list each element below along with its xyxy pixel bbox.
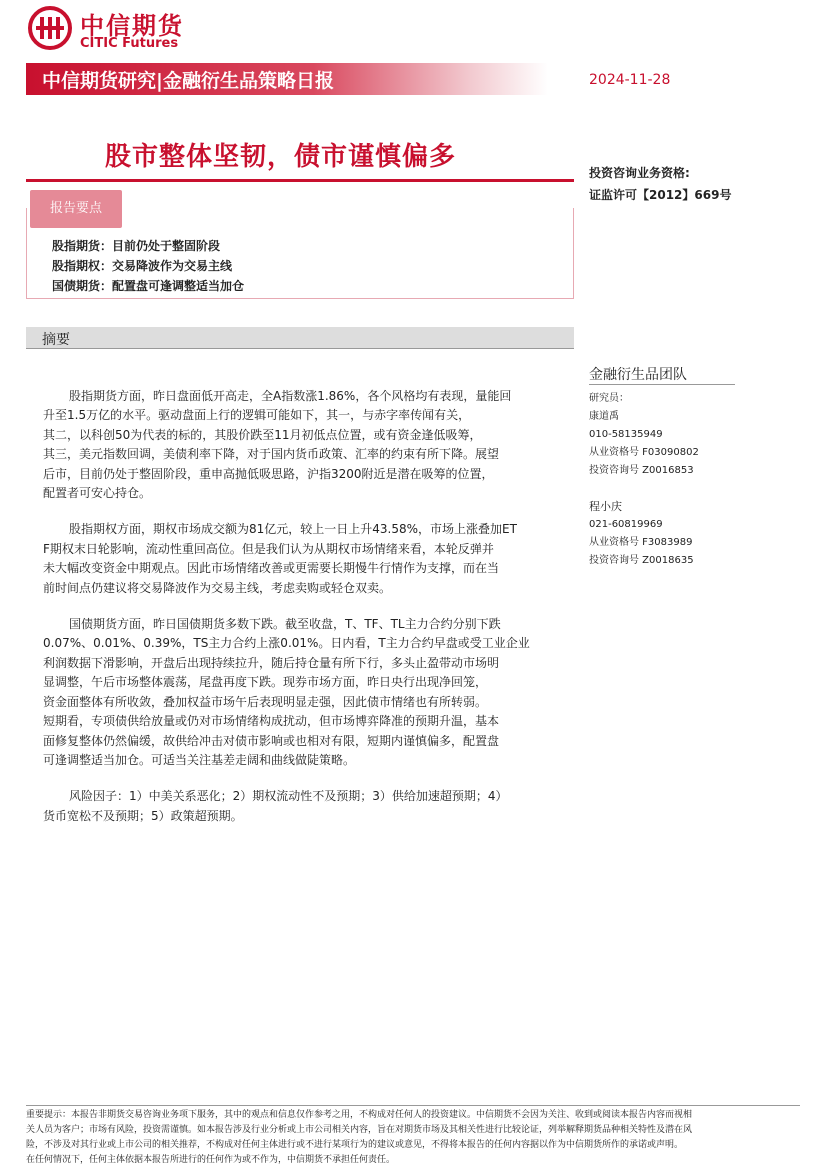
summary-label: 摘要	[42, 332, 70, 348]
paragraph-index-futures	[43, 387, 559, 503]
researchers-label: 研究员：	[589, 393, 629, 404]
text-line: 未大幅改变资金中期观点。因此市场情绪改善或更需要长期慢牛行情作为支撑，而在当	[43, 561, 500, 576]
key-point-item: 国债期货：配置盘可逢调整适当加仓	[52, 279, 245, 293]
qualification-line-1: 投资咨询业务资格:	[589, 166, 690, 180]
disclaimer-line: 重要提示：本报告非期货交易咨询业务项下服务，其中的观点和信息仅作参考之用，不构成对任何人的投资建议。中信期货不会因为关注、收到或阅读本报告内容而视相	[26, 1110, 693, 1120]
text-line: 升至1.5万亿的水平。驱动盘面上行的逻辑可能如下，其一，与赤字率传闻有关，	[43, 408, 471, 423]
researcher-consult: 投资咨询号 Z0018635	[589, 555, 694, 566]
text-line: F期权末日轮影响，流动性重回高位。但是我们认为从期权市场情绪来看，本轮反弹并	[43, 541, 494, 556]
disclaimer-line: 关人员为客户；市场有风险，投资需谨慎。如本报告涉及行业分析或上市公司相关内容，旨在对期货市场及其相关性进行比较论证，列举解释期货品种相关特性及潜在风	[26, 1125, 693, 1135]
text-line: 货币宽松不及预期；5）政策超预期。	[43, 808, 243, 823]
logo-name-cn: 中信期货	[80, 12, 184, 40]
key-point-item: 股指期权：交易降波作为交易主线	[52, 259, 233, 273]
page-title: 股市整体坚韧，债市谨慎偏多	[105, 142, 457, 172]
researcher-phone: 010-58135949	[589, 429, 663, 440]
text-line: 股指期权方面，期权市场成交额为81亿元，较上一日上升43.58%，市场上涨叠加ET	[69, 522, 517, 537]
citic-logo-icon	[28, 6, 72, 50]
researcher-name: 康道禹	[589, 411, 619, 422]
disclaimer	[26, 1108, 802, 1168]
banner-title: 中信期货研究|金融衍生品策略日报	[42, 70, 334, 92]
paragraph-index-options	[43, 520, 559, 598]
paragraph-treasury-futures	[43, 615, 559, 770]
summary-header-bar	[26, 327, 574, 349]
disclaimer-line: 险，不涉及对其行业或上市公司的相关推荐，不构成对任何主体进行或不进行某项行为的建议或意见，不得将本报告的任何内容据以作为中信期货所作的承诺或声明。	[26, 1140, 684, 1150]
researcher-name: 程小庆	[589, 500, 622, 513]
key-points-top-bar	[26, 179, 574, 182]
researcher-cert: 从业资格号 F03090802	[589, 447, 699, 458]
text-line: 前时间点仍建议将交易降波作为交易主线，考虑卖购或轻仓双卖。	[43, 580, 392, 595]
text-line: 其三，美元指数回调，美债利率下降，对于国内货币政策、汇率的约束有所下降。展望	[43, 447, 500, 462]
summary-divider	[26, 348, 574, 349]
spacer	[589, 480, 699, 498]
researcher-cert: 从业资格号 F3083989	[589, 537, 693, 548]
text-line: 短期看，专项债供给放量或仍对市场情绪构成扰动，但市场博弈降准的预期升温，基本	[43, 714, 500, 729]
qualification-line-2: 证监许可【2012】669号	[589, 188, 732, 202]
text-line: 风险因子：1）中美关系恶化；2）期权流动性不及预期；3）供给加速超预期；4）	[69, 789, 508, 804]
disclaimer-divider	[26, 1105, 800, 1106]
text-line: 0.07%、0.01%、0.39%，TS主力合约上涨0.01%。日内看，T主力合约早盘或受工业企业	[43, 636, 530, 651]
logo-name-en: CITIC Futures	[80, 36, 179, 51]
team-title: 金融衍生品团队	[589, 367, 687, 383]
text-line: 资金面整体有所收敛，叠加权益市场午后表现明显走强，因此债市情绪也有所转弱。	[43, 694, 488, 709]
text-line: 利润数据下滑影响，开盘后出现持续拉升，随后持仓量有所下行，多头止盈带动市场明	[43, 655, 500, 670]
key-points-list	[52, 236, 244, 296]
text-line: 国债期货方面，昨日国债期货多数下跌。截至收盘，T、TF、TL主力合约分别下跌	[69, 617, 501, 632]
key-points-tab: 报告要点	[30, 190, 122, 228]
paragraph-risk-factors	[43, 787, 559, 826]
disclaimer-line: 在任何情况下，任何主体依据本报告所进行的任何作为或不作为，中信期货不承担任何责任。	[26, 1155, 396, 1165]
team-divider	[589, 384, 735, 385]
text-line: 配置者可安心持仓。	[43, 486, 152, 501]
text-line: 可逢调整适当加仓。可适当关注基差走阔和曲线做陡策略。	[43, 752, 356, 767]
text-line: 后市，目前仍处于整固阶段，重申高抛低吸思路，沪指3200附近是潜在吸筹的位置，	[43, 466, 494, 481]
researcher-consult: 投资咨询号 Z0016853	[589, 465, 694, 476]
researcher-phone: 021-60819969	[589, 519, 663, 530]
summary-body	[43, 387, 559, 843]
qualification	[589, 162, 731, 206]
key-point-item: 股指期货：目前仍处于整固阶段	[52, 239, 221, 253]
researcher-list	[589, 390, 699, 570]
text-line: 显调整，午后市场整体震荡，尾盘再度下跌。现券市场方面，昨日央行出现净回笼，	[43, 675, 488, 690]
report-date: 2024-11-28	[589, 72, 671, 88]
text-line: 面修复整体仍然偏缓，故供给冲击对债市影响或也相对有限，短期内谨慎偏多，配置盘	[43, 733, 500, 748]
text-line: 其二，以科创50为代表的标的，其股价跌至11月初低点位置，或有资金逢低吸筹，	[43, 427, 482, 442]
text-line: 股指期货方面，昨日盘面低开高走，全A指数涨1.86%，各个风格均有表现，量能回	[69, 389, 512, 403]
